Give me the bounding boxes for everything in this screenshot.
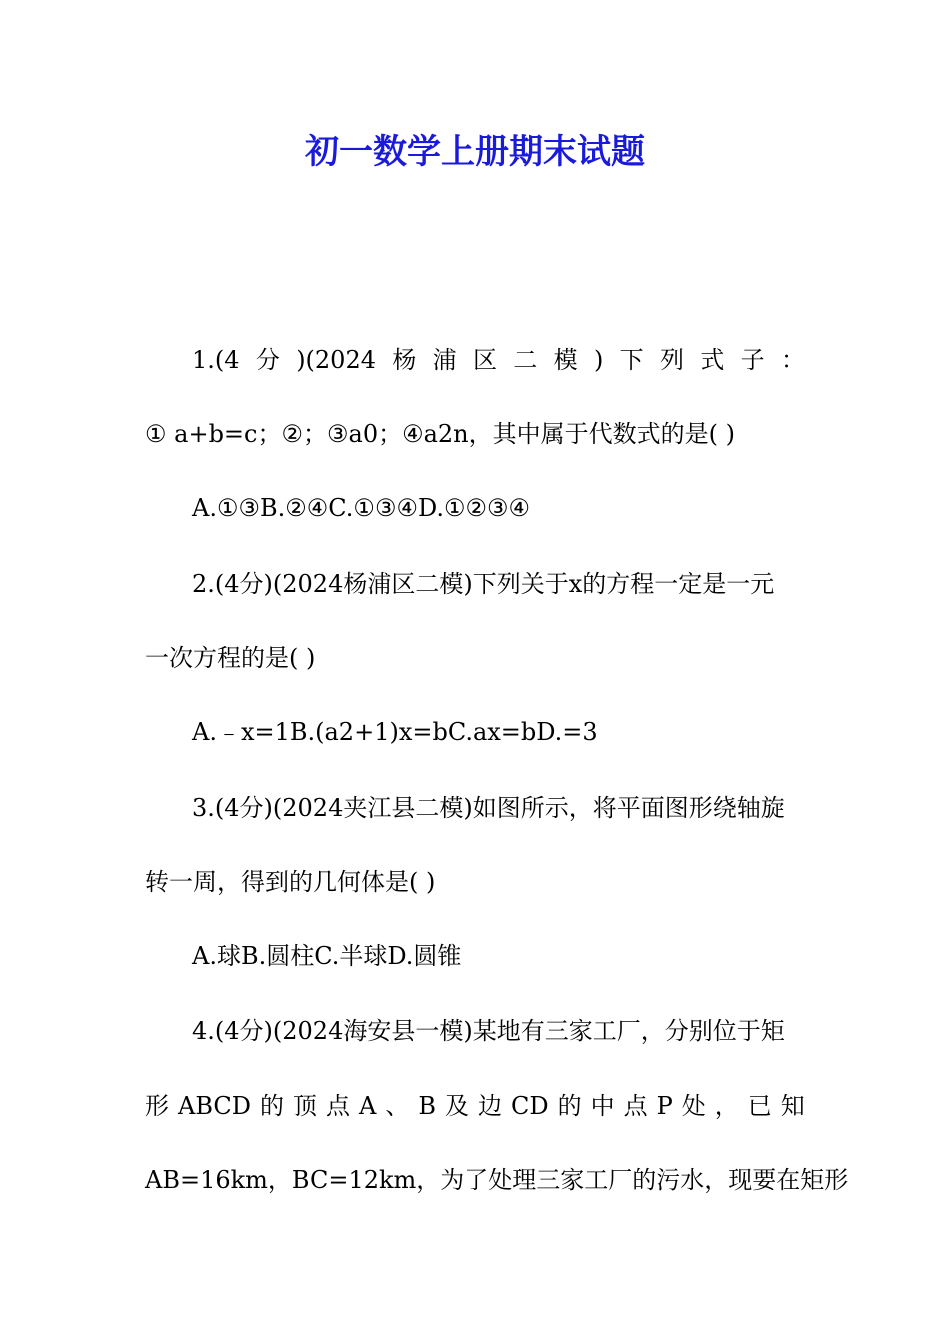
q3-line-2: 转一周，得到的几何体是( )	[145, 868, 436, 896]
q4-line-1: 4.(4分)(2024海安县一模)某地有三家工厂，分别位于矩	[192, 1017, 785, 1045]
q1-line-1-char: 子	[740, 346, 765, 374]
q4-line-2	[145, 1088, 805, 1124]
q4-line-2-char: 的	[260, 1092, 285, 1120]
q1-line-1-char: 浦	[432, 346, 457, 374]
q1-line-2: ① a+b=c；②；③a0；④a2n，其中属于代数式的是( )	[145, 420, 735, 448]
q1-line-1-char: 分	[255, 346, 280, 374]
q1-line-1-char: 模	[553, 346, 578, 374]
q1-line-1-char: 区	[472, 346, 497, 374]
q2-line-1: 2.(4分)(2024杨浦区二模)下列关于x的方程一定是一元	[192, 570, 775, 598]
q4-line-2-char: 知	[780, 1092, 805, 1120]
q4-line-2-char: ，	[714, 1092, 739, 1120]
q1-line-1-char: ：	[780, 346, 805, 374]
q4-line-2-char: 点	[623, 1092, 648, 1120]
q4-line-2-char: ABCD	[178, 1092, 252, 1120]
q4-line-2-char: 及	[445, 1092, 470, 1120]
q4-line-2-char: P	[656, 1092, 673, 1120]
q4-line-2-char: 已	[747, 1092, 772, 1120]
q4-line-2-char: A	[359, 1092, 377, 1120]
q4-line-2-char: 中	[590, 1092, 615, 1120]
q1-line-1	[192, 342, 805, 378]
q3-options: A.球B.圆柱C.半球D.圆锥	[192, 942, 462, 970]
q1-line-1-char: )	[593, 346, 604, 374]
q1-line-1-char: 1.(4	[192, 346, 240, 374]
q2-line-2: 一次方程的是( )	[145, 644, 316, 672]
q3-line-1: 3.(4分)(2024夹江县二模)如图所示，将平面图形绕轴旋	[192, 794, 785, 822]
q4-line-2-char: CD	[511, 1092, 549, 1120]
q1-line-1-char: )(2024	[296, 346, 376, 374]
q1-line-1-char: 式	[700, 346, 725, 374]
q4-line-2-char: 点	[326, 1092, 351, 1120]
q1-line-1-char: 列	[660, 346, 684, 374]
q1-line-1-char: 二	[513, 346, 538, 374]
page-title: 初一数学上册期末试题	[305, 132, 645, 172]
q4-line-2-char: 的	[557, 1092, 582, 1120]
q4-line-2-char: B	[418, 1092, 437, 1120]
q1-line-1-char: 杨	[392, 346, 417, 374]
q4-line-2-char: 形	[145, 1092, 169, 1120]
q4-line-2-char: 、	[385, 1092, 410, 1120]
q2-options: A.﹣x=1B.(a2+1)x=bC.ax=bD.=3	[192, 718, 598, 746]
q4-line-2-char: 处	[681, 1092, 706, 1120]
q1-line-1-char: 下	[619, 346, 644, 374]
q4-line-2-char: 顶	[293, 1092, 318, 1120]
q1-options: A.①③B.②④C.①③④D.①②③④	[192, 494, 531, 522]
q4-line-3: AB=16km，BC=12km，为了处理三家工厂的污水，现要在矩形	[145, 1166, 849, 1194]
q4-line-2-char: 边	[478, 1092, 503, 1120]
